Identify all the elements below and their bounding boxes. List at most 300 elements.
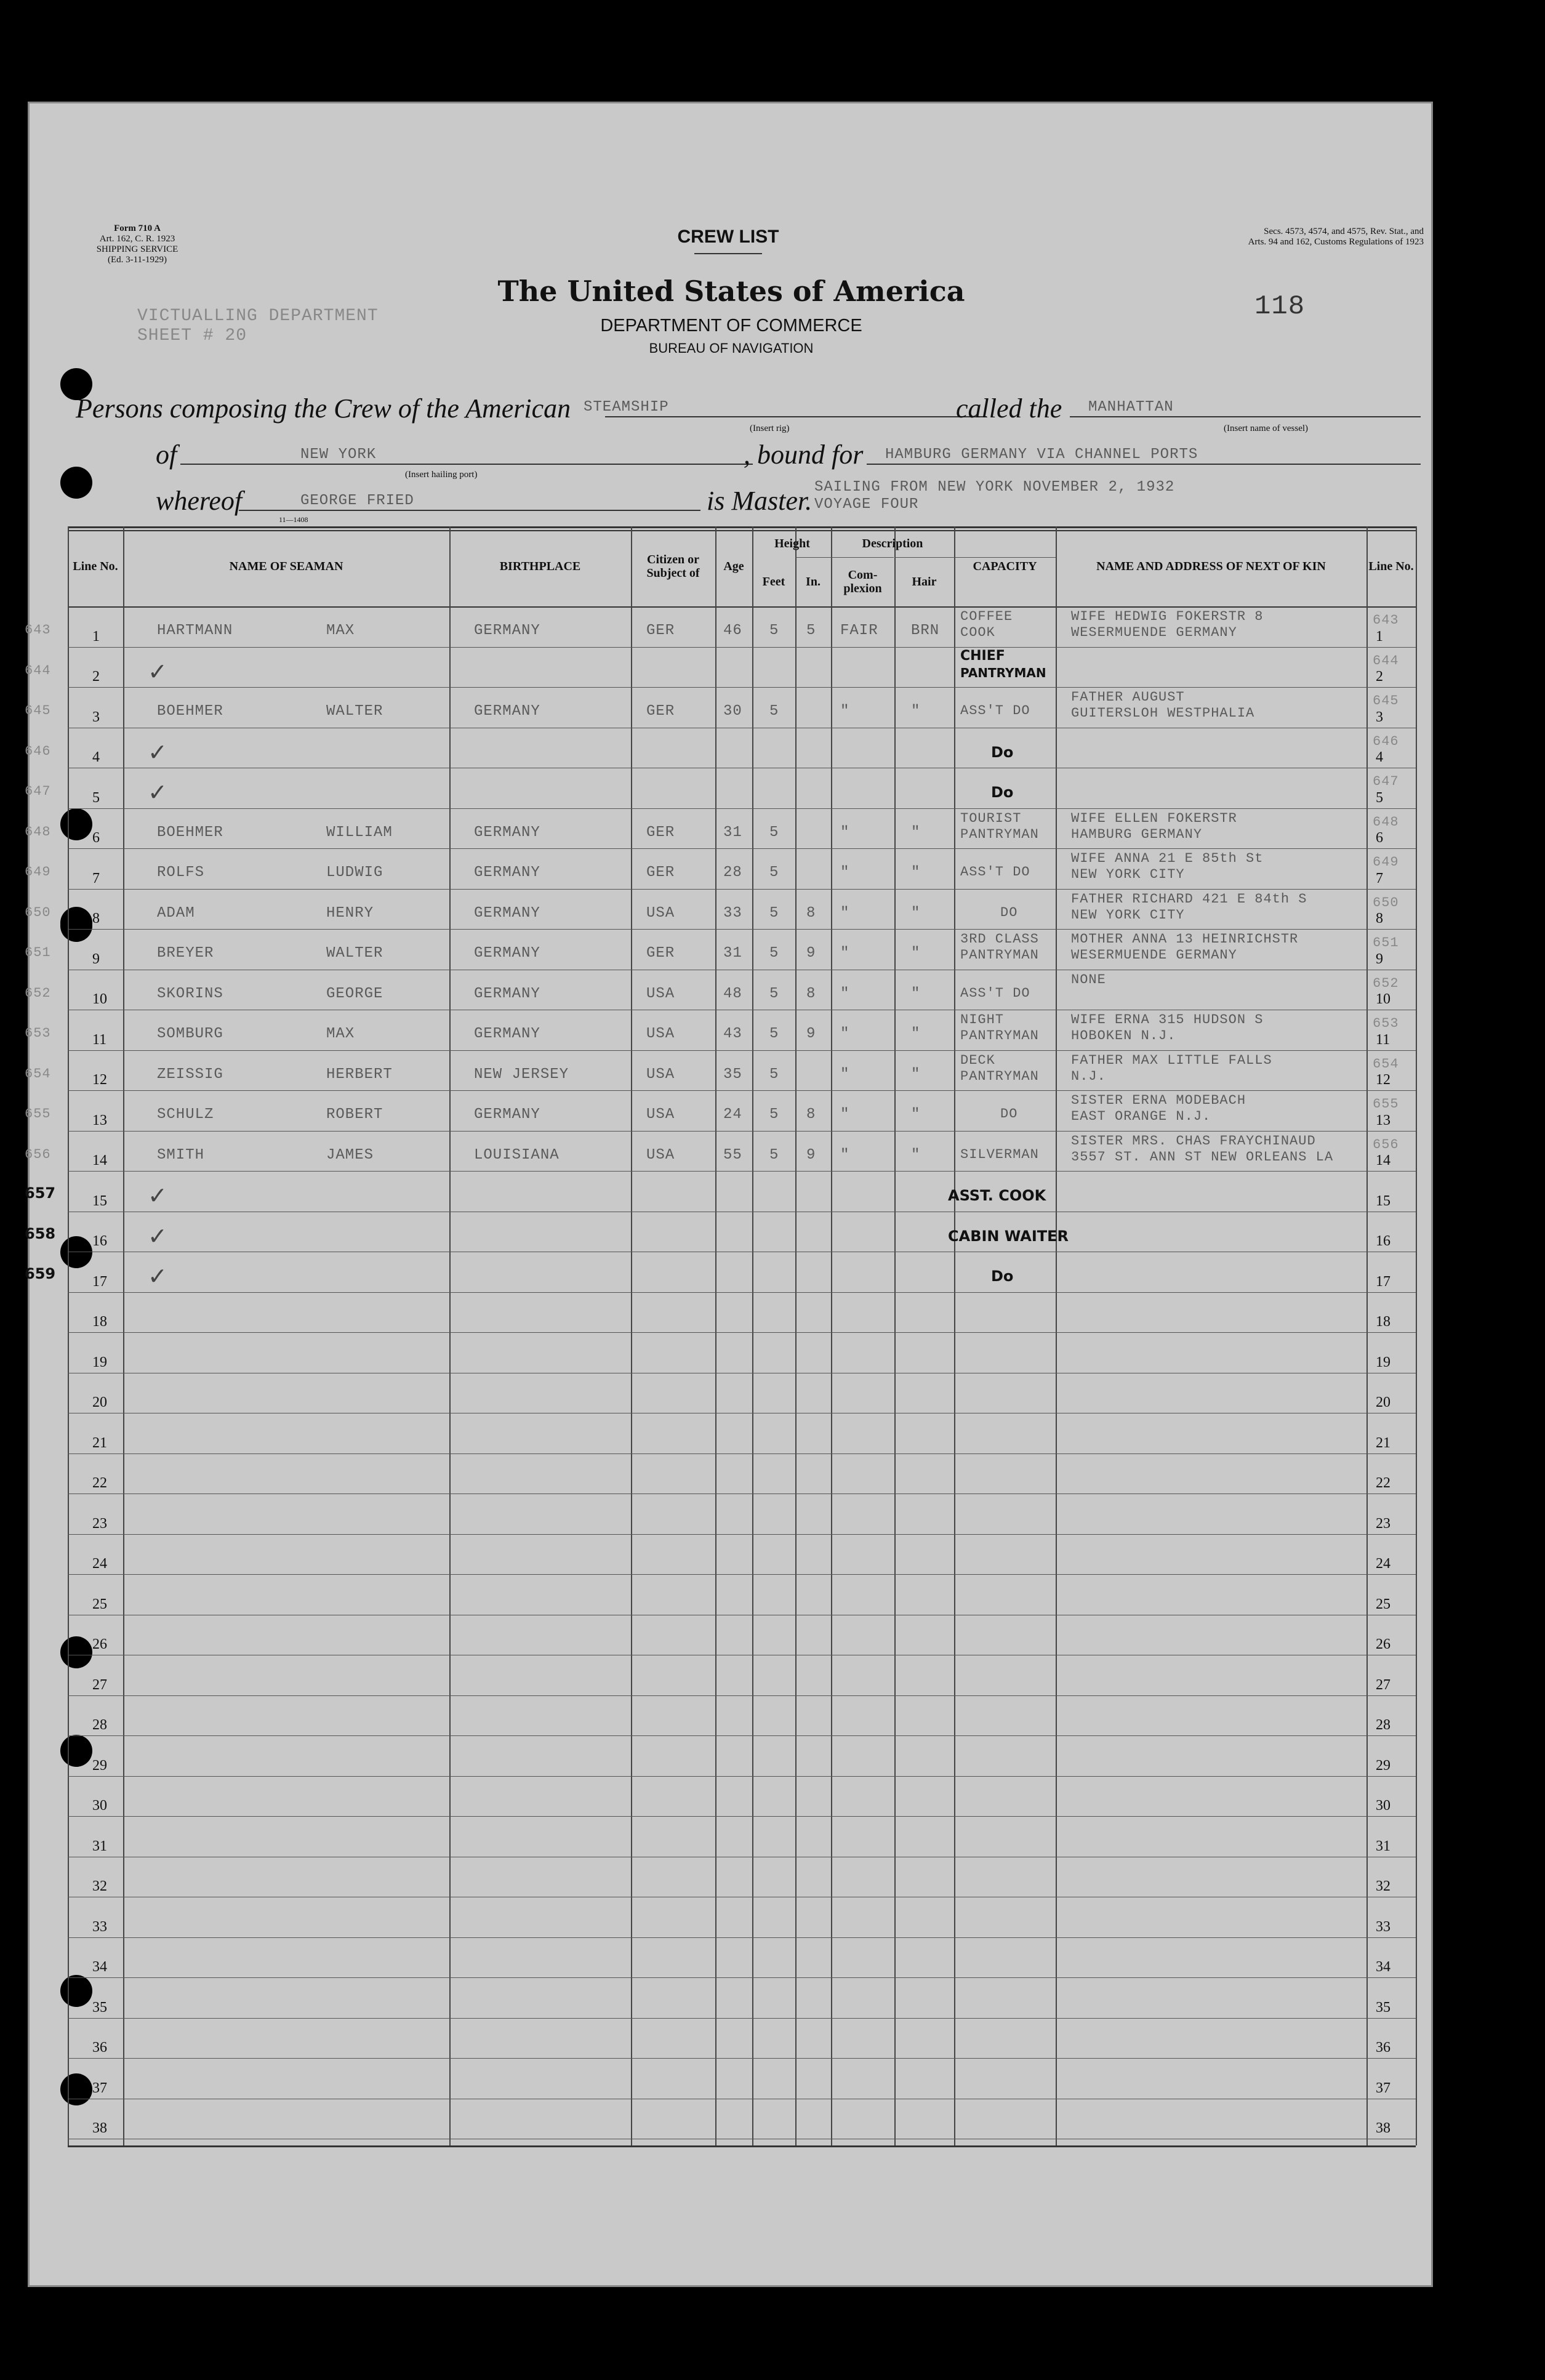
- citizen: USA: [646, 985, 675, 1002]
- seaman-given-name: WALTER: [326, 945, 383, 962]
- line-number-right: 9: [1376, 951, 1383, 967]
- seaman-surname: SOMBURG: [157, 1026, 223, 1042]
- line-number: 8: [92, 911, 100, 927]
- complexion: ": [840, 1146, 850, 1164]
- age: 30: [723, 703, 742, 720]
- right-margin-number: 649: [1373, 854, 1399, 870]
- table-row-rule: [68, 1937, 1416, 1938]
- capacity: DO: [1000, 904, 1018, 920]
- height-inches: 9: [806, 1026, 816, 1042]
- complexion: ": [840, 1106, 850, 1123]
- line-number: 35: [92, 1999, 107, 2016]
- height-feet: 5: [769, 1066, 779, 1083]
- line-number: 16: [92, 1233, 107, 1249]
- next-of-kin-line-2: NEW YORK CITY: [1071, 907, 1185, 923]
- check-mark: ✓: [148, 1182, 167, 1209]
- table-row-rule: [68, 1171, 1416, 1172]
- table-row-rule: [68, 1090, 1416, 1091]
- next-of-kin-line-1: FATHER AUGUST: [1071, 689, 1185, 705]
- line-number-right: 5: [1376, 789, 1383, 806]
- table-row-rule: [68, 687, 1416, 688]
- capacity: ASS'T DO: [960, 864, 1030, 880]
- column-divider: [752, 526, 753, 2145]
- check-mark: ✓: [148, 657, 167, 685]
- header-inches: In.: [806, 575, 821, 589]
- height-inches: 5: [806, 622, 816, 639]
- line-number: 5: [92, 789, 100, 806]
- capacity: Do: [991, 1268, 1014, 1285]
- right-margin-number: 643: [1373, 613, 1399, 628]
- line-number-right: 6: [1376, 830, 1383, 846]
- seaman-surname: BOEHMER: [157, 824, 223, 841]
- statutes-line-1: Secs. 4573, 4574, and 4575, Rev. Stat., and: [1264, 227, 1424, 236]
- line-number: 9: [92, 951, 100, 967]
- line-number: 25: [92, 1596, 107, 1612]
- complexion: ": [840, 985, 850, 1002]
- birthplace: GERMANY: [474, 622, 540, 639]
- form-edition: (Ed. 3-11-1929): [107, 255, 167, 265]
- header-feet: Feet: [762, 575, 785, 589]
- table-row-rule: [68, 1574, 1416, 1575]
- line-number-right: 1: [1376, 628, 1383, 645]
- height-subheader-divider: [795, 557, 894, 558]
- seaman-given-name: MAX: [326, 1026, 355, 1042]
- line-number: 34: [92, 1959, 107, 1975]
- capacity: TOURIST: [960, 810, 1022, 826]
- seaman-surname: SMITH: [157, 1146, 205, 1164]
- department: DEPARTMENT OF COMMERCE: [600, 316, 862, 336]
- seaman-surname: BOEHMER: [157, 703, 223, 720]
- table-row-rule: [68, 2058, 1416, 2059]
- height-feet: 5: [769, 1026, 779, 1042]
- seaman-given-name: WILLIAM: [326, 824, 393, 841]
- line-number-right: 38: [1376, 2120, 1390, 2136]
- line-number-right: 15: [1376, 1192, 1390, 1209]
- check-mark: ✓: [148, 1222, 167, 1250]
- sailing-line-2: VOYAGE FOUR: [814, 496, 919, 513]
- next-of-kin-line-2: HOBOKEN N.J.: [1071, 1028, 1176, 1043]
- form-number: Form 710 A: [114, 223, 161, 233]
- hair: ": [911, 1066, 921, 1083]
- line-number-right: 22: [1376, 1475, 1390, 1491]
- seaman-given-name: HERBERT: [326, 1066, 393, 1083]
- complexion: ": [840, 945, 850, 962]
- table-row-rule: [68, 848, 1416, 849]
- right-margin-number: 654: [1373, 1056, 1399, 1072]
- table-row-rule: [68, 1292, 1416, 1293]
- line-number: 14: [92, 1152, 107, 1168]
- seaman-given-name: MAX: [326, 622, 355, 639]
- table-row-rule: [68, 1131, 1416, 1132]
- citizen: GER: [646, 864, 675, 881]
- height-feet: 5: [769, 1146, 779, 1164]
- line-number-right: 3: [1376, 709, 1383, 725]
- line-number: 36: [92, 2040, 107, 2056]
- margin-number: 655: [25, 1106, 51, 1122]
- margin-number: 651: [25, 945, 51, 960]
- right-margin-number: 646: [1373, 733, 1399, 749]
- line-number-right: 17: [1376, 1273, 1390, 1290]
- master-value: GEORGE FRIED: [300, 492, 414, 509]
- rig-caption: (Insert rig): [750, 424, 790, 433]
- capacity: 3RD CLASS: [960, 931, 1039, 947]
- line-number-right: 28: [1376, 1717, 1390, 1733]
- table-row-rule: [68, 1695, 1416, 1696]
- column-divider: [831, 526, 832, 2145]
- check-mark: ✓: [148, 738, 167, 766]
- column-divider: [631, 526, 632, 2145]
- line-number-right: 32: [1376, 1878, 1390, 1894]
- right-margin-number: 652: [1373, 975, 1399, 991]
- birthplace: NEW JERSEY: [474, 1066, 569, 1083]
- next-of-kin-line-2: NEW YORK CITY: [1071, 867, 1185, 882]
- line-number-right: 34: [1376, 1959, 1390, 1975]
- next-of-kin-line-1: WIFE HEDWIG FOKERSTR 8: [1071, 609, 1264, 624]
- country-title: The United States of America: [497, 275, 965, 308]
- citizen: GER: [646, 945, 675, 962]
- column-divider: [795, 526, 797, 2145]
- age: 31: [723, 945, 742, 962]
- line-number: 22: [92, 1475, 107, 1491]
- header-citizen: Citizen or Subject of: [646, 553, 700, 580]
- header-line-no: Line No.: [73, 560, 118, 573]
- birthplace: GERMANY: [474, 945, 540, 962]
- port-caption: (Insert hailing port): [405, 470, 478, 480]
- line-number-right: 37: [1376, 2080, 1390, 2096]
- seaman-given-name: GEORGE: [326, 985, 383, 1002]
- line-number: 4: [92, 749, 100, 765]
- column-divider: [1416, 526, 1417, 2145]
- line-number: 29: [92, 1757, 107, 1774]
- table-row-rule: [68, 1735, 1416, 1736]
- capacity: COFFEE: [960, 609, 1013, 624]
- height-feet: 5: [769, 703, 779, 720]
- height-feet: 5: [769, 1106, 779, 1123]
- column-divider: [954, 526, 955, 2145]
- seaman-surname: BREYER: [157, 945, 214, 962]
- margin-number: 658: [25, 1224, 56, 1242]
- complexion: ": [840, 1066, 850, 1083]
- hair: ": [911, 985, 921, 1002]
- next-of-kin-line-2: N.J.: [1071, 1068, 1106, 1084]
- margin-number: 649: [25, 864, 51, 880]
- hair: ": [911, 703, 921, 720]
- line-number-right: 24: [1376, 1556, 1390, 1572]
- capacity: COOK: [960, 625, 995, 640]
- line-number-right: 4: [1376, 749, 1383, 765]
- table-row-rule: [68, 1534, 1416, 1535]
- rig-line: [605, 416, 987, 417]
- label-bound: , bound for: [744, 440, 864, 470]
- next-of-kin-line-1: WIFE ANNA 21 E 85th St: [1071, 851, 1264, 866]
- age: 35: [723, 1066, 742, 1083]
- margin-number: 647: [25, 784, 51, 799]
- table-row-rule: [68, 1816, 1416, 1817]
- line-number: 26: [92, 1636, 107, 1652]
- table-bottom-border: [68, 2145, 1416, 2147]
- age: 55: [723, 1146, 742, 1164]
- header-height: Height: [774, 537, 810, 550]
- line-number-right: 11: [1376, 1031, 1390, 1048]
- label-whereof: whereof: [156, 486, 243, 516]
- capacity: PANTRYMAN: [960, 665, 1046, 680]
- capacity: CABIN WAITER: [948, 1227, 1069, 1245]
- vessel-value: MANHATTAN: [1088, 399, 1174, 416]
- line-number: 11: [92, 1031, 107, 1048]
- hair: ": [911, 824, 921, 841]
- citizen: GER: [646, 703, 675, 720]
- line-number-right: 31: [1376, 1838, 1390, 1854]
- seaman-given-name: JAMES: [326, 1146, 374, 1164]
- line-number-right: 19: [1376, 1354, 1390, 1370]
- line-number-right: 13: [1376, 1112, 1390, 1128]
- line-number-right: 7: [1376, 870, 1383, 886]
- capacity: NIGHT: [960, 1012, 1005, 1027]
- age: 33: [723, 904, 742, 922]
- line-number-right: 12: [1376, 1072, 1390, 1088]
- line-number: 37: [92, 2080, 107, 2096]
- line-number: 7: [92, 870, 100, 886]
- height-inches: 8: [806, 904, 816, 922]
- citizen: USA: [646, 1146, 675, 1164]
- statutes: [1178, 227, 1424, 247]
- next-of-kin-line-1: MOTHER ANNA 13 HEINRICHSTR: [1071, 931, 1299, 947]
- check-mark: ✓: [148, 779, 167, 806]
- seaman-surname: ROLFS: [157, 864, 205, 881]
- age: 48: [723, 985, 742, 1002]
- citizen: USA: [646, 1026, 675, 1042]
- line-number: 1: [92, 628, 100, 645]
- line-number: 28: [92, 1717, 107, 1733]
- margin-number: 643: [25, 622, 51, 638]
- form-info: [63, 223, 211, 265]
- line-number-right: 36: [1376, 2040, 1390, 2056]
- line-number-right: 10: [1376, 991, 1390, 1007]
- citizen: USA: [646, 1106, 675, 1123]
- birthplace: GERMANY: [474, 864, 540, 881]
- page-number: 118: [1254, 291, 1306, 322]
- birthplace: LOUISIANA: [474, 1146, 560, 1164]
- next-of-kin-line-2: GUITERSLOH WESTPHALIA: [1071, 706, 1255, 721]
- header-hair: Hair: [912, 575, 937, 589]
- line-number: 18: [92, 1314, 107, 1330]
- line-number: 12: [92, 1072, 107, 1088]
- line-number-right: 33: [1376, 1918, 1390, 1935]
- complexion: ": [840, 904, 850, 922]
- destination-value: HAMBURG GERMANY VIA CHANNEL PORTS: [885, 446, 1198, 463]
- citizen: USA: [646, 1066, 675, 1083]
- seaman-surname: ADAM: [157, 904, 195, 922]
- seaman-given-name: HENRY: [326, 904, 374, 922]
- table-row-rule: [68, 1776, 1416, 1777]
- line-number: 19: [92, 1354, 107, 1370]
- line-number: 3: [92, 709, 100, 725]
- capacity: Do: [991, 784, 1014, 801]
- line-number: 33: [92, 1918, 107, 1935]
- height-feet: 5: [769, 904, 779, 922]
- birthplace: GERMANY: [474, 1106, 540, 1123]
- age: 46: [723, 622, 742, 639]
- right-margin-number: 648: [1373, 814, 1399, 830]
- port-line: [180, 464, 753, 465]
- table-row-rule: [68, 889, 1416, 890]
- capacity: CHIEF: [960, 648, 1005, 664]
- capacity: PANTRYMAN: [960, 947, 1039, 963]
- complexion: FAIR: [840, 622, 878, 639]
- capacity: PANTRYMAN: [960, 1028, 1039, 1043]
- hair: ": [911, 1146, 921, 1164]
- birthplace: GERMANY: [474, 904, 540, 922]
- hair: ": [911, 864, 921, 881]
- citizen: GER: [646, 622, 675, 639]
- margin-number: 648: [25, 824, 51, 840]
- table-row-rule: [68, 2018, 1416, 2019]
- right-margin-number: 653: [1373, 1016, 1399, 1031]
- complexion: ": [840, 703, 850, 720]
- line-number: 23: [92, 1515, 107, 1532]
- age: 28: [723, 864, 742, 881]
- line-number: 38: [92, 2120, 107, 2136]
- table-row-rule: [68, 1050, 1416, 1051]
- seaman-given-name: ROBERT: [326, 1106, 383, 1123]
- line-number-right: 35: [1376, 1999, 1390, 2016]
- vessel-line: [1070, 416, 1421, 417]
- line-number-right: 14: [1376, 1152, 1390, 1168]
- line-number: 13: [92, 1112, 107, 1128]
- description-subheader-divider: [894, 557, 1056, 558]
- age: 43: [723, 1026, 742, 1042]
- hair: ": [911, 1106, 921, 1123]
- capacity: DECK: [960, 1052, 995, 1068]
- sailing-notes: [814, 479, 1174, 513]
- capacity: ASS'T DO: [960, 703, 1030, 718]
- line-number-right: 27: [1376, 1676, 1390, 1693]
- crew-table: [25, 526, 1416, 2145]
- header-next-of-kin: NAME AND ADDRESS OF NEXT OF KIN: [1096, 560, 1326, 573]
- age: 24: [723, 1106, 742, 1123]
- right-margin-number: 651: [1373, 935, 1399, 951]
- age: 31: [723, 824, 742, 841]
- column-divider: [715, 526, 716, 2145]
- label-called: called the: [956, 393, 1062, 424]
- citizen: GER: [646, 824, 675, 841]
- line-number-right: 18: [1376, 1314, 1390, 1330]
- stamp-line-1: VICTUALLING DEPARTMENT: [137, 307, 379, 326]
- birthplace: GERMANY: [474, 985, 540, 1002]
- header-description: Description: [862, 537, 923, 550]
- birthplace: GERMANY: [474, 1026, 540, 1042]
- line-number: 20: [92, 1394, 107, 1410]
- height-feet: 5: [769, 622, 779, 639]
- line-number-right: 16: [1376, 1233, 1390, 1249]
- margin-number: 650: [25, 904, 51, 920]
- height-inches: 9: [806, 945, 816, 962]
- label-persons: Persons composing the Crew of the American: [76, 393, 571, 424]
- header-complexion: Com-plexion: [843, 568, 882, 595]
- margin-number: 652: [25, 985, 51, 1001]
- next-of-kin-line-1: NONE: [1071, 971, 1106, 987]
- line-number: 6: [92, 830, 100, 846]
- table-row-rule: [68, 1977, 1416, 1978]
- form-article: Art. 162, C. R. 1923: [99, 234, 175, 244]
- margin-number: 656: [25, 1146, 51, 1162]
- next-of-kin-line-2: WESERMUENDE GERMANY: [1071, 625, 1237, 640]
- table-row-rule: [68, 1332, 1416, 1333]
- complexion: ": [840, 864, 850, 881]
- capacity: Do: [991, 743, 1014, 761]
- next-of-kin-line-2: 3557 ST. ANN ST NEW ORLEANS LA: [1071, 1149, 1334, 1165]
- line-number: 24: [92, 1556, 107, 1572]
- line-number-right: 8: [1376, 911, 1383, 927]
- capacity: ASST. COOK: [948, 1187, 1046, 1204]
- vessel-caption: (Insert name of vessel): [1224, 424, 1309, 433]
- line-number: 32: [92, 1878, 107, 1894]
- right-margin-number: 647: [1373, 774, 1399, 789]
- margin-number: 654: [25, 1066, 51, 1082]
- seaman-surname: SCHULZ: [157, 1106, 214, 1123]
- line-number: 15: [92, 1192, 107, 1209]
- seaman-surname: SKORINS: [157, 985, 223, 1002]
- height-feet: 5: [769, 864, 779, 881]
- table-row-rule: [68, 929, 1416, 930]
- destination-line: [867, 464, 1421, 465]
- height-feet: 5: [769, 985, 779, 1002]
- next-of-kin-line-1: WIFE ELLEN FOKERSTR: [1071, 810, 1237, 826]
- right-margin-number: 644: [1373, 653, 1399, 669]
- line-number: 2: [92, 669, 100, 685]
- stamp-line-2: SHEET # 20: [137, 326, 247, 345]
- birthplace: GERMANY: [474, 703, 540, 720]
- form-service: SHIPPING SERVICE: [96, 244, 179, 254]
- capacity: SILVERMAN: [960, 1146, 1039, 1162]
- column-divider: [1056, 526, 1057, 2145]
- height-feet: 5: [769, 824, 779, 841]
- complexion: ": [840, 1026, 850, 1042]
- hair: ": [911, 1026, 921, 1042]
- right-margin-number: 645: [1373, 693, 1399, 709]
- seaman-given-name: WALTER: [326, 703, 383, 720]
- table-row-rule: [68, 647, 1416, 648]
- column-divider: [123, 526, 124, 2145]
- line-number: 31: [92, 1838, 107, 1854]
- line-number: 10: [92, 991, 107, 1007]
- header-capacity: CAPACITY: [973, 560, 1037, 573]
- line-number-right: 30: [1376, 1798, 1390, 1814]
- next-of-kin-line-2: WESERMUENDE GERMANY: [1071, 947, 1237, 963]
- line-number: 27: [92, 1676, 107, 1693]
- right-margin-number: 650: [1373, 895, 1399, 911]
- line-number: 21: [92, 1434, 107, 1451]
- header-name-of-seaman: NAME OF SEAMAN: [229, 560, 343, 573]
- hair: ": [911, 904, 921, 922]
- line-number-right: 21: [1376, 1434, 1390, 1451]
- line-number-right: 23: [1376, 1515, 1390, 1532]
- margin-number: 659: [25, 1265, 56, 1282]
- height-inches: 8: [806, 985, 816, 1002]
- next-of-kin-line-1: FATHER MAX LITTLE FALLS: [1071, 1052, 1272, 1068]
- seaman-surname: HARTMANN: [157, 622, 233, 639]
- margin-number: 657: [25, 1184, 56, 1202]
- hair: BRN: [911, 622, 940, 639]
- next-of-kin-line-2: HAMBURG GERMANY: [1071, 826, 1203, 842]
- statutes-line-2: Arts. 94 and 162, Customs Regulations of 1923: [1248, 237, 1424, 247]
- height-inches: 9: [806, 1146, 816, 1164]
- sailing-line-1: SAILING FROM NEW YORK NOVEMBER 2, 1932: [814, 479, 1175, 496]
- department-stamp: [137, 307, 379, 346]
- seaman-given-name: LUDWIG: [326, 864, 383, 881]
- line-number-right: 20: [1376, 1394, 1390, 1410]
- print-code: 11—1408: [279, 515, 308, 524]
